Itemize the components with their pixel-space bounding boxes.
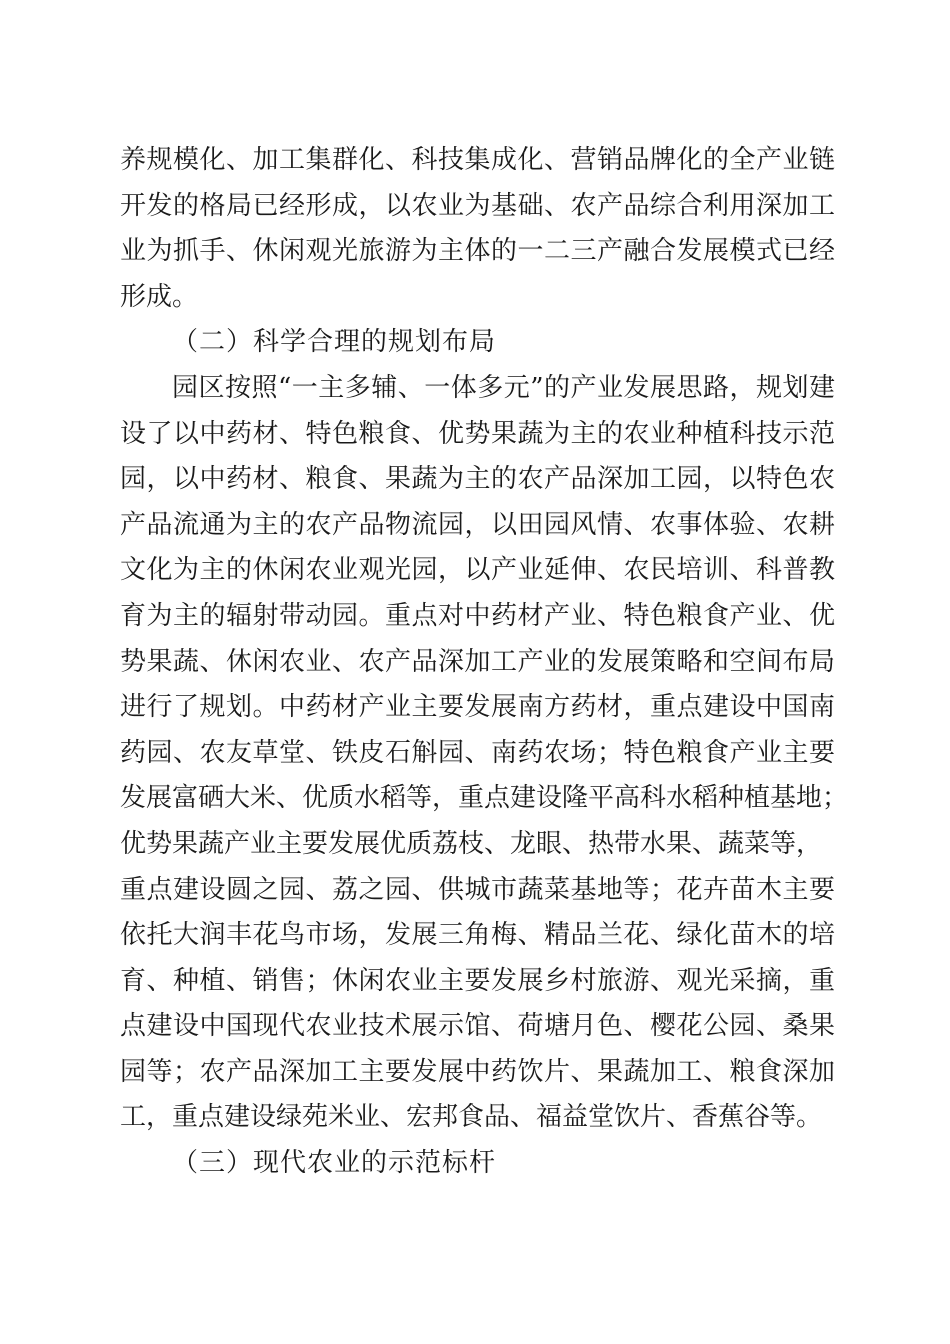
text-line: 点建设中国现代农业技术展示馆、荷塘月色、樱花公园、桑果 [120,1011,835,1042]
text-line: 开发的格局已经形成，以农业为基础、农产品综合利用深加工 [120,190,835,221]
text-line: 势果蔬、休闲农业、农产品深加工产业的发展策略和空间布局 [120,646,835,677]
text-line: 优势果蔬产业主要发展优质荔枝、龙眼、热带水果、蔬菜等， [120,828,823,859]
document-body [120,138,849,1187]
text-line: 文化为主的休闲农业观光园，以产业延伸、农民培训、科普教 [120,555,835,586]
text-line: 产品流通为主的农产品物流园，以田园风情、农事体验、农耕 [120,509,835,540]
paragraph-planning-layout [120,366,849,1141]
paragraph-intro-continuation [120,138,835,320]
text-line: 工，重点建设绿苑米业、宏邦食品、福益堂饮片、香蕉谷等。 [120,1102,823,1133]
text-line: 依托大润丰花鸟市场，发展三角梅、精品兰花、绿化苗木的培 [120,920,835,951]
text-line: 设了以中药材、特色粮食、优势果蔬为主的农业种植科技示范 [120,418,835,449]
text-line: 进行了规划。中药材产业主要发展南方药材，重点建设中国南 [120,692,835,723]
text-line: 园，以中药材、粮食、果蔬为主的农产品深加工园，以特色农 [120,464,835,495]
text-line: 园等；农产品深加工主要发展中药饮片、果蔬加工、粮食深加 [120,1056,835,1087]
section-heading-modern-agriculture: （三）现代农业的示范标杆 [172,1148,497,1179]
text-line: 业为抓手、休闲观光旅游为主体的一二三产融合发展模式已经 [120,236,835,267]
text-line: 药园、农友草堂、铁皮石斛园、南药农场；特色粮食产业主要 [120,737,835,768]
text-line: 发展富硒大米、优质水稻等，重点建设隆平高科水稻种植基地； [120,783,849,814]
text-line: 重点建设圆之园、荔之园、供城市蔬菜基地等；花卉苗木主要 [120,874,835,905]
text-line: 园区按照“一主多辅、一体多元”的产业发展思路，规划建 [172,372,835,403]
text-line: 形成。 [120,281,199,312]
text-line: 育为主的辐射带动园。重点对中药材产业、特色粮食产业、优 [120,600,835,631]
text-line: 育、种植、销售；休闲农业主要发展乡村旅游、观光采摘，重 [120,965,835,996]
section-heading-planning-layout: （二）科学合理的规划布局 [172,327,497,358]
text-line: 养规模化、加工集群化、科技集成化、营销品牌化的全产业链 [120,145,835,175]
